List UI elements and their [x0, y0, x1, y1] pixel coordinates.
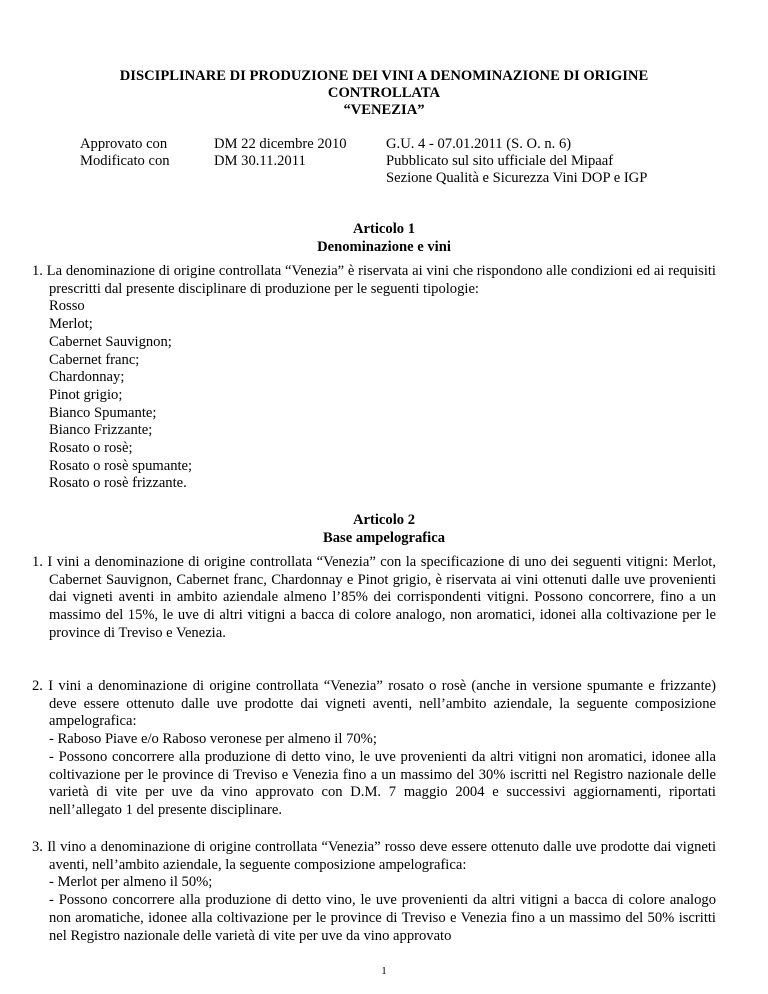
wine-type: Rosso [49, 298, 85, 315]
article-2-title: Base ampelografica [323, 530, 445, 546]
approval-decree: DM 22 dicembre 2010 [214, 136, 347, 152]
wine-type: Rosato o rosè frizzante. [49, 475, 187, 492]
article-2-heading [60, 511, 708, 547]
article-2-text-2a: - Raboso Piave e/o Raboso veronese per almeno il 70%; [49, 731, 377, 748]
article-2-text-2: 2. I vini a denominazione di origine controllata “Venezia” rosato o rosè (anche in versione spumante e frizzante) deve essere ottenuto dalle uve prodotte dai vigneti aventi, nell’ambito aziendale, la seguente composizione ampelografica: [32, 678, 716, 730]
approval-row [80, 153, 740, 170]
title-line-1: DISCIPLINARE DI PRODUZIONE DEI VINI A DENOMINAZIONE DI ORIGINE [119, 68, 649, 84]
approval-label [80, 170, 214, 187]
title-line-2: CONTROLLATA [327, 85, 441, 101]
article-2-text-1: 1. I vini a denominazione di origine controllata “Venezia” con la specificazione di uno dei seguenti vitigni: Merlot, Cabernet Sauvignon, Cabernet franc, Chardonnay e Pinot grigio, è riservata ai vini ottenuti dalle uve provenienti dai vigneti aventi in ambito aziendale almeno l’85% dei corrispondenti vitigni. Possono concorrere, fino a un massimo del 15%, le uve di altri vitigni a bacca di colore analogo, non aromatici, idonei alla coltivazione per le province di Treviso e Venezia. [32, 554, 716, 641]
approval-decree [214, 170, 386, 187]
article-2-number: Articolo 2 [352, 512, 415, 528]
approval-label: Approvato con [80, 136, 168, 152]
document-title [60, 68, 708, 119]
wine-type: Chardonnay; [49, 369, 125, 386]
article-2-paragraph-1 [32, 554, 716, 643]
article-2-text-3: 3. Il vino a denominazione di origine controllata “Venezia” rosso deve essere ottenuto dalle uve prodotte dai vigneti aventi, nell’ambito aziendale, la seguente composizione ampelografica: [32, 839, 716, 873]
wine-type: Pinot grigio; [49, 386, 123, 403]
article-2-text-3a: - Merlot per almeno il 50%; [49, 874, 213, 891]
wine-type: Merlot; [49, 316, 93, 333]
wine-type: Cabernet franc; [49, 351, 140, 368]
wine-type: Bianco Spumante; [49, 404, 157, 421]
article-2-text-2b: - Possono concorrere alla produzione di detto vino, le uve provenienti da altri vitigni non aromatici, idonee alla coltivazione per le province di Treviso e Venezia fino a un massimo del 30% iscritti nel Registro nazionale delle varietà di vite per uve da vino approvato con D.M. 7 maggio 2004 e successivi aggiornamenti, riportati nell’allegato 1 del presente disciplinare. [49, 748, 716, 818]
approval-info: Pubblicato sul sito ufficiale del Mipaaf [386, 153, 614, 169]
approval-row [80, 170, 740, 187]
article-1-text: 1. La denominazione di origine controllata “Venezia” è riservata ai vini che rispondono alle condizioni ed ai requisiti prescritti dal presente disciplinare di produzione per le seguenti tipologie: [32, 263, 716, 297]
page-number: 1 [381, 965, 387, 977]
article-2-paragraph-2 [32, 678, 716, 820]
approval-table [80, 136, 740, 187]
article-1-paragraph-1 [32, 263, 716, 493]
wine-type: Cabernet Sauvignon; [49, 333, 172, 350]
wine-type: Rosato o rosè spumante; [49, 457, 193, 474]
article-1-number: Articolo 1 [352, 221, 415, 237]
approval-decree: DM 30.11.2011 [214, 153, 306, 169]
approval-row [80, 136, 740, 153]
approval-info: G.U. 4 - 07.01.2011 (S. O. n. 6) [386, 136, 572, 152]
article-2-text-3b: - Possono concorrere alla produzione di detto vino, le uve provenienti da altri vitigni a bacca di colore analogo non aromatiche, idonee alla coltivazione per le province di Treviso e Venezia fino a un massimo del 50% iscritti nel Registro nazionale delle varietà di vite per uve da vino approvato [49, 892, 716, 944]
wine-type: Bianco Frizzante; [49, 422, 153, 439]
article-1-title: Denominazione e vini [317, 239, 451, 255]
article-2-paragraph-3 [32, 839, 716, 945]
article-1-heading [60, 220, 708, 256]
title-line-3: “VENEZIA” [343, 102, 425, 118]
approval-info: Sezione Qualità e Sicurezza Vini DOP e IGP [386, 170, 648, 186]
approval-label: Modificato con [80, 153, 170, 169]
wine-type: Rosato o rosè; [49, 440, 133, 457]
wine-type-list [32, 298, 716, 493]
